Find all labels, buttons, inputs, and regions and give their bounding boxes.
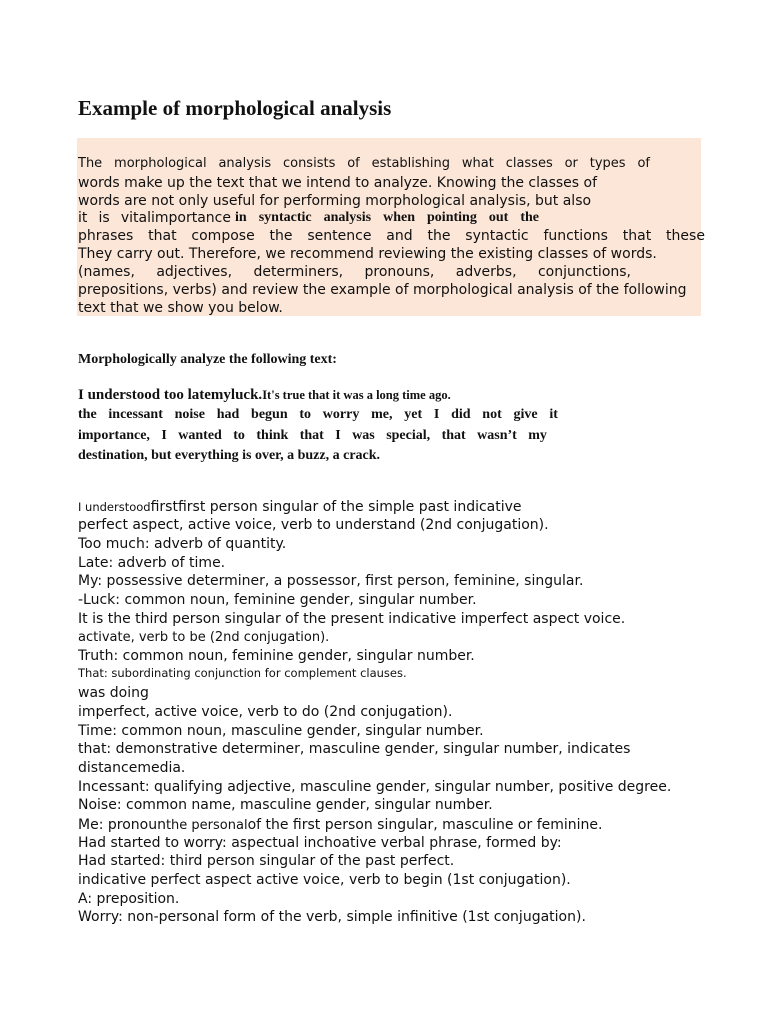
analysis-line-19: Had started to worry: aspectual inchoative verbal phrase, formed by: [78, 835, 562, 851]
word: morphological [114, 156, 207, 171]
word: me, [371, 407, 393, 422]
word: vitalimportance [120, 210, 231, 226]
analysis-line-1 [78, 496, 522, 517]
analysis-line-20: Had started: third person singular of the past perfect. [78, 853, 455, 869]
word: incessant [108, 407, 163, 422]
word: out [488, 210, 509, 225]
word: not [482, 407, 502, 422]
sample-line-1-tail: It's true that it was a long time ago. [262, 388, 451, 402]
word: that [299, 428, 324, 443]
analysis-line-16: Incessant: qualifying adjective, masculine gender, singular number, positive degree. [78, 779, 672, 795]
word: my [528, 428, 547, 443]
intro-line-5 [78, 227, 705, 245]
word: functions [543, 228, 608, 244]
word: to [299, 407, 312, 422]
word: establishing [371, 156, 451, 171]
word: analysis [323, 210, 372, 225]
word: these [666, 228, 705, 244]
analysis-line-21: indicative perfect aspect active voice, verb to begin (1st conjugation). [78, 872, 571, 888]
analysis-line-10: That: subordinating conjunction for complement clauses. [78, 666, 407, 680]
analysis-line-18-mid: the personal [165, 818, 248, 833]
word: was [352, 428, 375, 443]
word: what [461, 156, 494, 171]
analysis-line-2: perfect aspect, active voice, verb to understand (2nd conjugation). [78, 517, 549, 533]
word: did [451, 407, 471, 422]
word: of [347, 156, 360, 171]
word: that [622, 228, 652, 244]
analysis-line-5: My: possessive determiner, a possessor, first person, feminine, singular. [78, 573, 584, 589]
analysis-line-17: Noise: common name, masculine gender, singular number. [78, 797, 493, 813]
word: The [78, 156, 103, 171]
intro-line-4a [78, 209, 231, 227]
intro-line-6: They carry out. Therefore, we recommend reviewing the existing classes of words. [78, 246, 657, 262]
word: consists [282, 156, 336, 171]
word: sentence [307, 228, 372, 244]
word: of [637, 156, 650, 171]
analysis-line-18-term: Me: pronoun [78, 817, 166, 833]
word: the [78, 407, 97, 422]
analysis-line-4: Late: adverb of time. [78, 555, 226, 571]
analysis-line-18 [78, 815, 602, 835]
word: analysis [218, 156, 272, 171]
analysis-line-18-text: of the first person singular, masculine or feminine. [247, 817, 603, 833]
word: the [520, 210, 539, 225]
task-heading: Morphologically analyze the following text: [78, 352, 337, 367]
word: it [78, 210, 88, 226]
analysis-line-9: Truth: common noun, feminine gender, singular number. [78, 648, 475, 664]
word: noise [174, 407, 205, 422]
intro-line-7 [78, 263, 631, 281]
word: types [589, 156, 626, 171]
sample-line-4: destination, but everything is over, a buzz, a crack. [78, 448, 381, 463]
word: the [269, 228, 293, 244]
word: the [427, 228, 451, 244]
intro-line-8: prepositions, verbs) and review the example of morphological analysis of the following [78, 282, 687, 298]
word: (names, [78, 264, 135, 280]
word: adverbs, [455, 264, 517, 280]
word: think [256, 428, 289, 443]
word: and [386, 228, 413, 244]
word: is [98, 210, 110, 226]
word: special, [386, 428, 431, 443]
word: begun [251, 407, 288, 422]
word: determiners, [253, 264, 344, 280]
word: importance, [78, 428, 150, 443]
word: worry [322, 407, 360, 422]
word: syntactic [465, 228, 529, 244]
analysis-line-3: Too much: adverb of quantity. [78, 536, 287, 552]
word: classes [505, 156, 553, 171]
analysis-line-22: A: preposition. [78, 891, 180, 907]
word: pronouns, [364, 264, 435, 280]
word: yet [404, 407, 423, 422]
word: when [383, 210, 415, 225]
word: phrases [78, 228, 134, 244]
page-title: Example of morphological analysis [78, 96, 392, 120]
word: that [148, 228, 177, 244]
analysis-line-8: activate, verb to be (2nd conjugation). [78, 630, 330, 645]
word: give [513, 407, 538, 422]
analysis-line-7: It is the third person singular of the present indicative imperfect aspect voice. [78, 611, 626, 627]
intro-line-4b [235, 209, 539, 227]
word: syntactic [258, 210, 312, 225]
intro-line-9: text that we show you below. [78, 300, 283, 316]
word: adjectives, [156, 264, 233, 280]
sample-line-3 [78, 426, 547, 446]
word: it [549, 407, 558, 422]
analysis-line-12: imperfect, active voice, verb to do (2nd conjugation). [78, 704, 453, 720]
word: that [441, 428, 466, 443]
word: or [564, 156, 578, 171]
word: had [216, 407, 240, 422]
sample-line-2 [78, 405, 558, 425]
sample-line-1-main: I understood too latemyluck. [78, 387, 263, 403]
intro-line-1 [78, 155, 650, 173]
intro-line-3: words are not only useful for performing morphological analysis, but also [78, 193, 592, 209]
analysis-line-6: -Luck: common noun, feminine gender, singular number. [78, 592, 477, 608]
analysis-line-15: distancemedia. [78, 760, 186, 776]
analysis-line-23: Worry: non-personal form of the verb, simple infinitive (1st conjugation). [78, 909, 586, 925]
word: compose [191, 228, 255, 244]
analysis-line-1-term: I understood [78, 500, 151, 514]
word: to [233, 428, 245, 443]
intro-line-2: words make up the text that we intend to analyze. Knowing the classes of [78, 175, 598, 191]
sample-line-1 [78, 384, 451, 405]
word: I [161, 428, 167, 443]
word: I [433, 407, 440, 422]
word: conjunctions, [537, 264, 631, 280]
analysis-line-14: that: demonstrative determiner, masculine gender, singular number, indicates [78, 741, 631, 757]
word: wanted [178, 428, 222, 443]
word: in [235, 210, 247, 225]
analysis-line-13: Time: common noun, masculine gender, singular number. [78, 723, 484, 739]
analysis-line-11: was doing [78, 685, 149, 701]
analysis-line-1-text: firstfirst person singular of the simple past indicative [150, 499, 522, 515]
word: wasn’t [477, 428, 517, 443]
word: I [335, 428, 341, 443]
word: pointing [427, 210, 477, 225]
